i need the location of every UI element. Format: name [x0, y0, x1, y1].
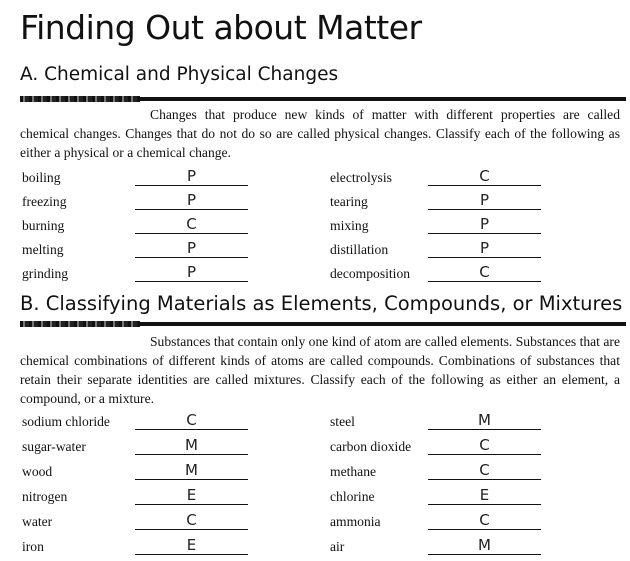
item-term: boiling	[22, 170, 61, 185]
answer-blank[interactable]: P	[428, 215, 541, 234]
answer-blank[interactable]: P	[135, 263, 248, 282]
answer-blank[interactable]: P	[428, 191, 541, 210]
item-term: carbon dioxide	[330, 439, 412, 454]
answer-blank[interactable]: C	[428, 167, 541, 186]
answer-blank[interactable]: E	[135, 486, 248, 505]
answer-blank[interactable]: M	[135, 461, 248, 480]
answer-blank[interactable]: M	[135, 436, 248, 455]
item-term: air	[330, 539, 345, 554]
section-a-heading: A. Chemical and Physical Changes	[20, 64, 339, 85]
item-term: wood	[22, 464, 53, 479]
page-title: Finding Out about Matter	[20, 8, 422, 47]
section-a-divider	[20, 97, 626, 101]
answer-blank[interactable]: C	[135, 511, 248, 530]
answer-blank[interactable]: C	[135, 411, 248, 430]
answer-blank[interactable]: E	[428, 486, 541, 505]
item-term: water	[22, 514, 53, 529]
answer-blank[interactable]: C	[428, 461, 541, 480]
item-term: burning	[22, 218, 65, 233]
section-b-heading: B. Classifying Materials as Elements, Compounds, or Mixtures	[20, 292, 623, 315]
item-term: sodium chloride	[22, 414, 110, 429]
item-term: methane	[330, 464, 377, 479]
answer-blank[interactable]: C	[428, 263, 541, 282]
answer-blank[interactable]: M	[428, 411, 541, 430]
answer-blank[interactable]: P	[428, 239, 541, 258]
item-term: steel	[330, 414, 355, 429]
answer-blank[interactable]: C	[135, 215, 248, 234]
item-term: mixing	[330, 218, 369, 233]
answer-blank[interactable]: C	[428, 511, 541, 530]
answer-blank[interactable]: M	[428, 536, 541, 555]
item-term: melting	[22, 242, 64, 257]
item-term: nitrogen	[22, 489, 68, 504]
item-term: freezing	[22, 194, 67, 209]
item-term: iron	[22, 539, 44, 554]
item-term: ammonia	[330, 514, 381, 529]
item-term: electrolysis	[330, 170, 392, 185]
item-term: sugar-water	[22, 439, 86, 454]
item-term: distillation	[330, 242, 389, 257]
answer-blank[interactable]: E	[135, 536, 248, 555]
answer-blank[interactable]: P	[135, 191, 248, 210]
answer-blank[interactable]: P	[135, 239, 248, 258]
section-a-instructions: Changes that produce new kinds of matter with different properties are called chemical changes. Changes that do not do so are called physical changes. Classify each of the following as either a physical or a chemical change.	[20, 107, 620, 160]
item-term: chlorine	[330, 489, 375, 504]
item-term: decomposition	[330, 266, 411, 281]
answer-blank[interactable]: P	[135, 167, 248, 186]
item-term: grinding	[22, 266, 69, 281]
item-term: tearing	[330, 194, 368, 209]
section-b-instructions: Substances that contain only one kind of atom are called elements. Substances that are chemical combinations of different kinds of atoms are called compounds. Combinations of substances that retain their separate identities are called mixtures. Classify each of the following as either an element, a compound, or a mixture.	[20, 334, 620, 406]
section-b-divider	[20, 322, 626, 326]
answer-blank[interactable]: C	[428, 436, 541, 455]
